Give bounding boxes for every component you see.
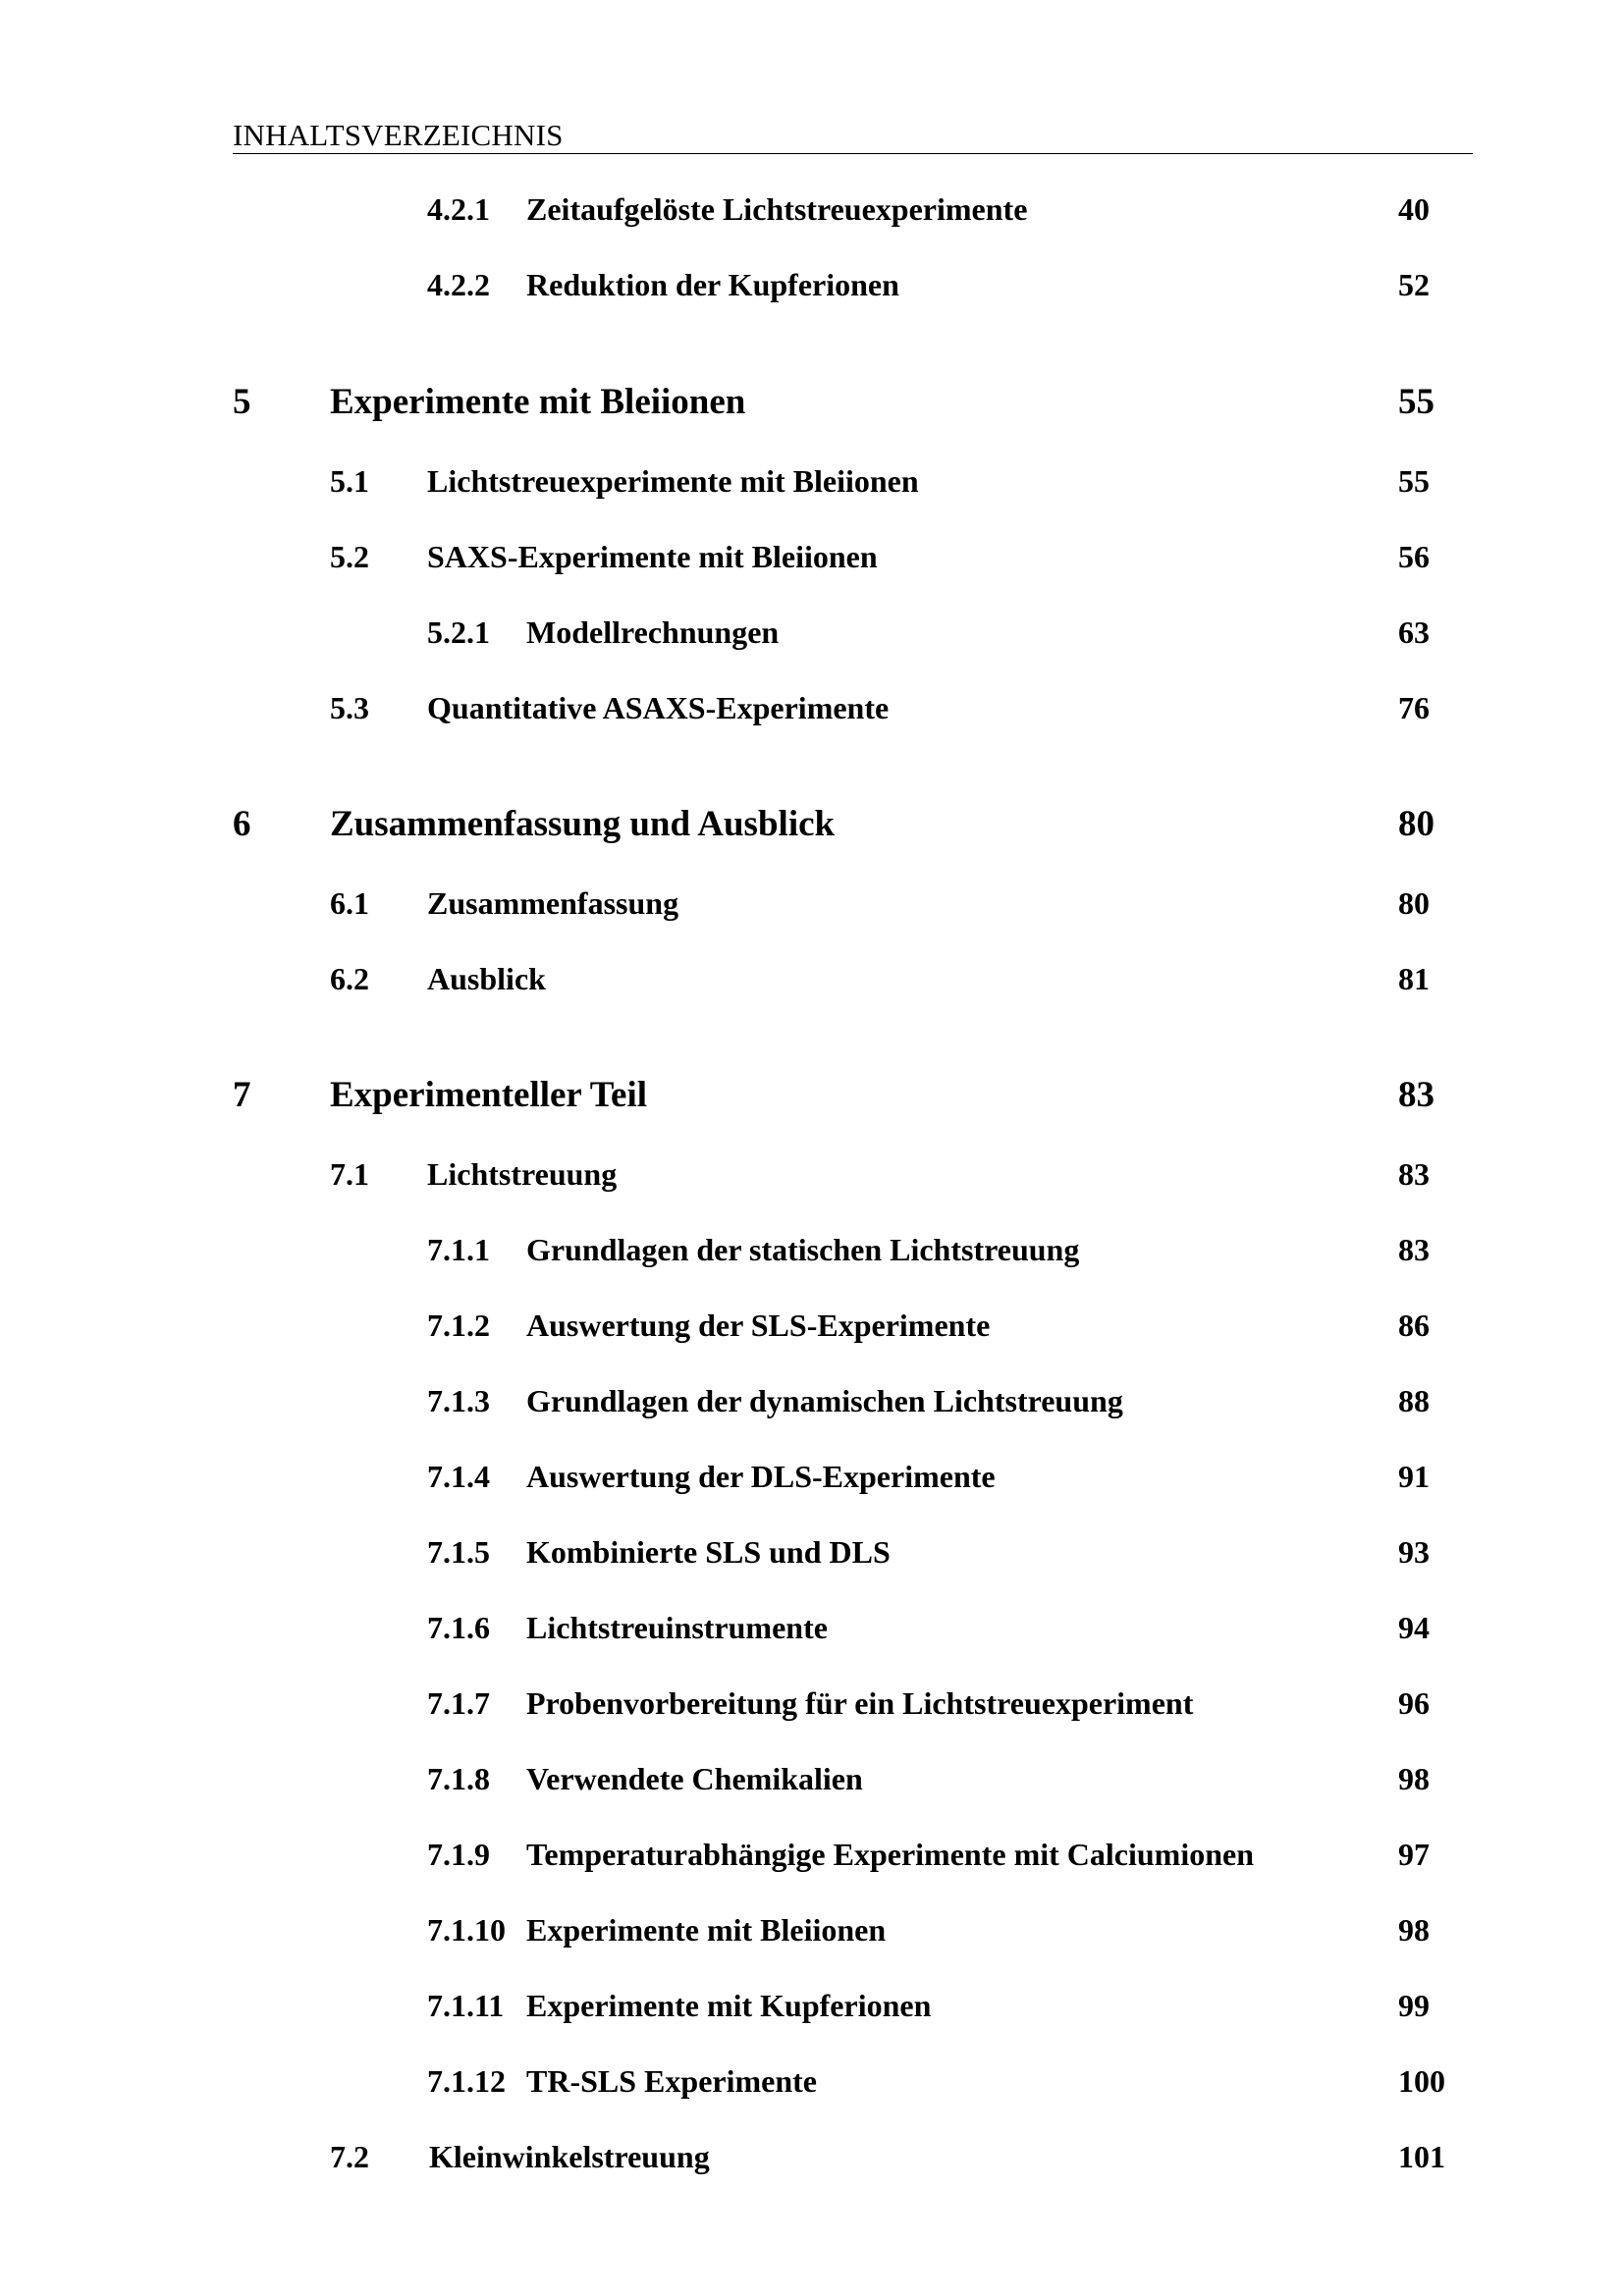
toc-entry-page: 80 xyxy=(1398,885,1430,921)
toc-entry-title: Modellrechnungen xyxy=(526,614,780,650)
toc-entry-number: 7.1.8 xyxy=(427,1761,490,1796)
toc-entry-number: 4.2.2 xyxy=(427,267,490,302)
running-header-title: INHALTSVERZEICHNIS xyxy=(233,118,564,152)
toc-entry-page: 83 xyxy=(1398,1232,1430,1267)
toc-entry-number: 7.1.4 xyxy=(427,1459,490,1494)
toc-chapter-page: 80 xyxy=(1398,804,1434,844)
toc-entry-title: Experimente mit Bleiionen xyxy=(526,1912,887,1948)
toc-entry-number: 7.1.9 xyxy=(427,1837,490,1872)
toc-entry-title: Grundlagen der dynamischen Lichtstreuung xyxy=(526,1383,1123,1418)
toc-entry-title: Reduktion der Kupferionen xyxy=(526,267,899,302)
toc-entry-number: 7.1 xyxy=(330,1156,369,1192)
toc-entry-page: 97 xyxy=(1398,1837,1430,1872)
toc-entry-page: 99 xyxy=(1398,1988,1430,2023)
toc-entry-number: 7.1.5 xyxy=(427,1534,490,1570)
toc-entry-number: 5.2.1 xyxy=(427,614,490,650)
toc-entry-title: TR-SLS Experimente xyxy=(526,2063,817,2099)
toc-entry-number: 7.1.1 xyxy=(427,1232,490,1267)
toc-entry-title: Kleinwinkelstreuung xyxy=(429,2139,710,2174)
toc-entry-title: Kombinierte SLS und DLS xyxy=(526,1534,891,1570)
toc-entry-page: 83 xyxy=(1398,1156,1430,1192)
toc-chapter-page: 83 xyxy=(1398,1075,1434,1115)
toc-entry-number: 7.1.12 xyxy=(427,2063,506,2099)
toc-entry-page: 81 xyxy=(1398,961,1430,996)
toc-entry-number: 7.2 xyxy=(330,2139,369,2174)
toc-entry-number: 7.1.10 xyxy=(427,1912,506,1948)
toc-entry-number: 5.2 xyxy=(330,539,369,574)
toc-entry-number: 7.1.11 xyxy=(427,1988,505,2023)
toc-chapter-number: 5 xyxy=(233,382,251,422)
toc-chapter-number: 6 xyxy=(233,804,251,844)
toc-chapter-title: Experimente mit Bleiionen xyxy=(330,382,746,422)
toc-entry-page: 98 xyxy=(1398,1761,1430,1796)
toc-entry-title: Probenvorbereitung für ein Lichtstreuexperiment xyxy=(526,1685,1194,1721)
toc-chapter-page: 55 xyxy=(1398,382,1434,422)
toc-entry-number: 6.2 xyxy=(330,961,369,996)
toc-entry-page: 52 xyxy=(1398,267,1430,302)
toc-entry-title: Lichtstreuung xyxy=(427,1156,618,1192)
toc-entry-page: 88 xyxy=(1398,1383,1430,1418)
toc-entry-page: 100 xyxy=(1398,2063,1445,2099)
toc-entry-number: 6.1 xyxy=(330,885,369,921)
toc-entry-title: Lichtstreuexperimente mit Bleiionen xyxy=(427,463,919,499)
toc-entry-title: Zusammenfassung xyxy=(427,885,679,921)
toc-entry-number: 7.1.2 xyxy=(427,1308,490,1343)
toc-entry-page: 76 xyxy=(1398,690,1430,725)
toc-entry-page: 55 xyxy=(1398,463,1430,499)
toc-entry-page: 63 xyxy=(1398,614,1430,650)
toc-entry-page: 96 xyxy=(1398,1685,1430,1721)
toc-entry-page: 40 xyxy=(1398,191,1430,227)
toc-entry-number: 7.1.3 xyxy=(427,1383,490,1418)
toc-entry-number: 4.2.1 xyxy=(427,191,490,227)
toc-entry-title: Lichtstreuinstrumente xyxy=(526,1610,828,1645)
toc-entry-title: Quantitative ASAXS-Experimente xyxy=(427,690,890,725)
toc-entry-number: 7.1.7 xyxy=(427,1685,490,1721)
toc-entry-page: 101 xyxy=(1398,2139,1445,2174)
toc-entry-number: 5.1 xyxy=(330,463,369,499)
toc-entry-title: Auswertung der SLS-Experimente xyxy=(526,1308,991,1343)
toc-entry-page: 91 xyxy=(1398,1459,1430,1494)
toc-entry-title: Grundlagen der statischen Lichtstreuung xyxy=(526,1232,1080,1267)
toc-entry-page: 56 xyxy=(1398,539,1430,574)
toc-chapter-title: Experimenteller Teil xyxy=(330,1075,648,1115)
toc-entry-title: Ausblick xyxy=(427,961,546,996)
toc-entry-title: Zeitaufgelöste Lichtstreuexperimente xyxy=(526,191,1028,227)
toc-entry-page: 98 xyxy=(1398,1912,1430,1948)
toc-entry-title: Temperaturabhängige Experimente mit Calciumionen xyxy=(526,1837,1254,1872)
toc-chapter-title: Zusammenfassung und Ausblick xyxy=(330,804,836,844)
toc-chapter-number: 7 xyxy=(233,1075,251,1115)
toc-entry-page: 93 xyxy=(1398,1534,1430,1570)
toc-entry-title: SAXS-Experimente mit Bleiionen xyxy=(427,539,878,574)
toc-entry-number: 5.3 xyxy=(330,690,369,725)
toc-entry-page: 94 xyxy=(1398,1610,1430,1645)
toc-entry-page: 86 xyxy=(1398,1308,1430,1343)
toc-entry-title: Experimente mit Kupferionen xyxy=(526,1988,932,2023)
toc-entry-number: 7.1.6 xyxy=(427,1610,490,1645)
toc-entry-title: Auswertung der DLS-Experimente xyxy=(526,1459,996,1494)
toc-entry-title: Verwendete Chemikalien xyxy=(526,1761,863,1796)
